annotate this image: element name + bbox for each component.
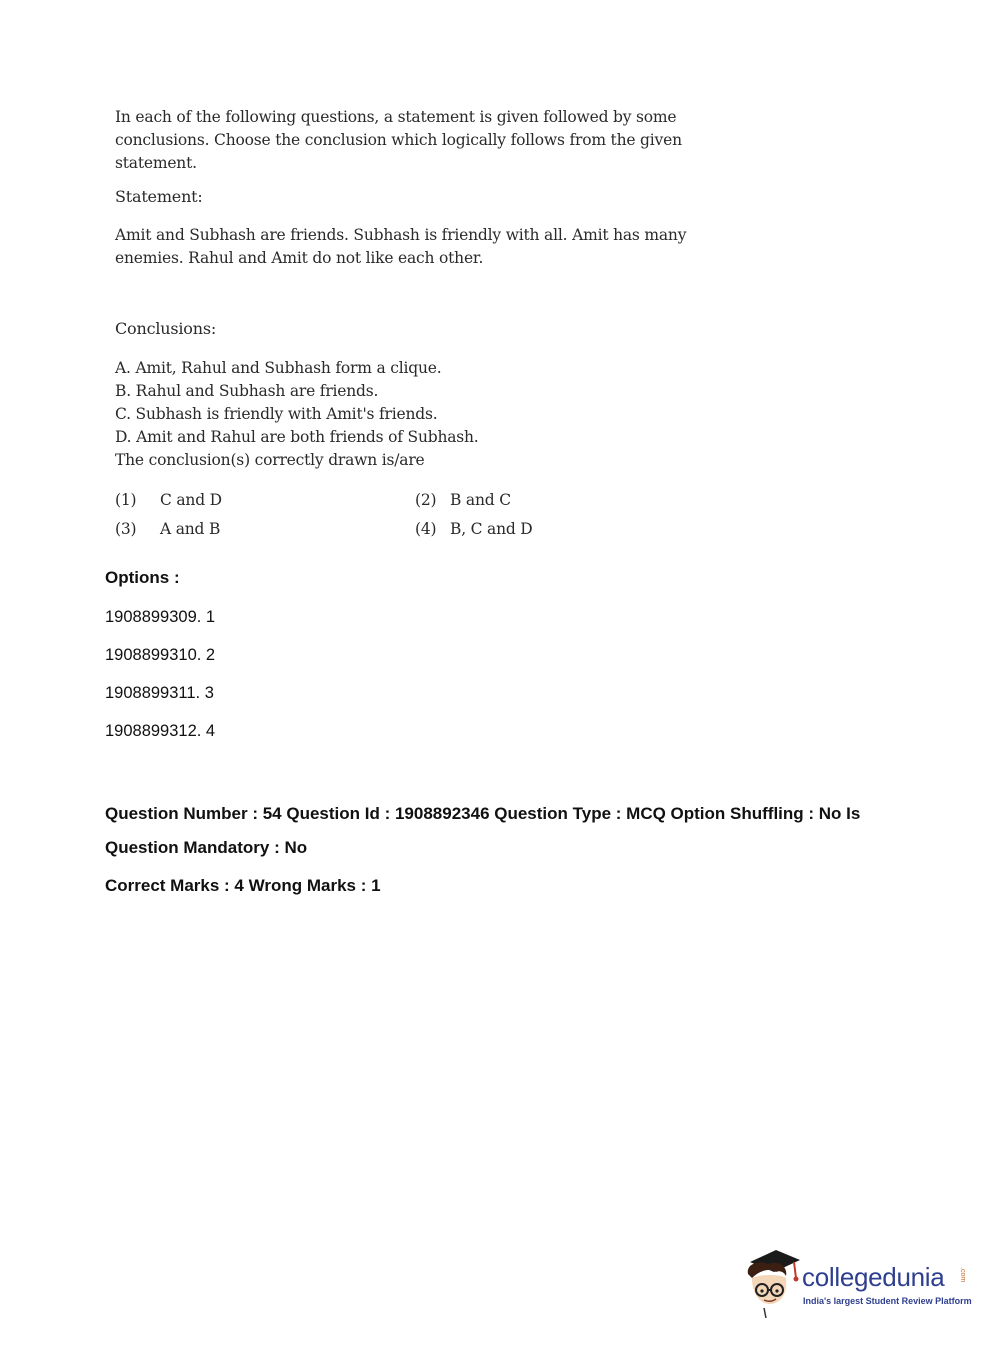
brand-name: collegedunia bbox=[802, 1262, 945, 1292]
question-mandatory-line: Question Mandatory : No bbox=[105, 838, 308, 857]
option-item: 1908899312. 4 bbox=[105, 722, 216, 740]
options-heading: Options : bbox=[105, 568, 180, 587]
choice-3 bbox=[115, 518, 220, 541]
conclusions-heading: Conclusions: bbox=[115, 319, 217, 338]
conclusion-item: C. Subhash is friendly with Amit's friends. bbox=[115, 405, 438, 423]
conclusions-list bbox=[115, 357, 479, 472]
option-item: 1908899310. 2 bbox=[105, 646, 216, 664]
conclusion-item: B. Rahul and Subhash are friends. bbox=[115, 382, 379, 400]
conclusion-prompt: The conclusion(s) correctly drawn is/are bbox=[115, 451, 425, 469]
statement-heading: Statement: bbox=[115, 187, 203, 206]
mascot-icon bbox=[742, 1248, 802, 1320]
collegedunia-logo bbox=[742, 1248, 972, 1320]
choice-2 bbox=[415, 489, 511, 512]
choice-number: (3) bbox=[115, 520, 137, 538]
choice-4 bbox=[415, 518, 533, 541]
marks-line: Correct Marks : 4 Wrong Marks : 1 bbox=[105, 876, 381, 895]
choice-text: A and B bbox=[160, 520, 221, 538]
option-item: 1908899311. 3 bbox=[105, 684, 214, 702]
choice-text: B, C and D bbox=[450, 520, 533, 538]
conclusion-item: D. Amit and Rahul are both friends of Subhash. bbox=[115, 428, 479, 446]
choice-text: C and D bbox=[160, 491, 222, 509]
choice-number: (2) bbox=[415, 491, 437, 509]
brand-suffix: .com bbox=[959, 1267, 966, 1283]
choice-1 bbox=[115, 489, 222, 512]
conclusion-item: A. Amit, Rahul and Subhash form a clique. bbox=[115, 359, 442, 377]
instruction-text: In each of the following questions, a statement is given followed by some conclusions. Choose the conclusion which logically follows from the given statement. bbox=[115, 108, 682, 172]
brand-tagline: India's largest Student Review Platform bbox=[803, 1296, 972, 1306]
choice-number: (4) bbox=[415, 520, 437, 538]
choice-number: (1) bbox=[115, 491, 137, 509]
option-item: 1908899309. 1 bbox=[105, 608, 216, 626]
statement-text: Amit and Subhash are friends. Subhash is friendly with all. Amit has many enemies. Rahul and Amit do not like each other. bbox=[115, 226, 687, 267]
question-meta-line: Question Number : 54 Question Id : 1908892346 Question Type : MCQ Option Shuffling : No Is bbox=[105, 804, 861, 823]
choice-text: B and C bbox=[450, 491, 511, 509]
